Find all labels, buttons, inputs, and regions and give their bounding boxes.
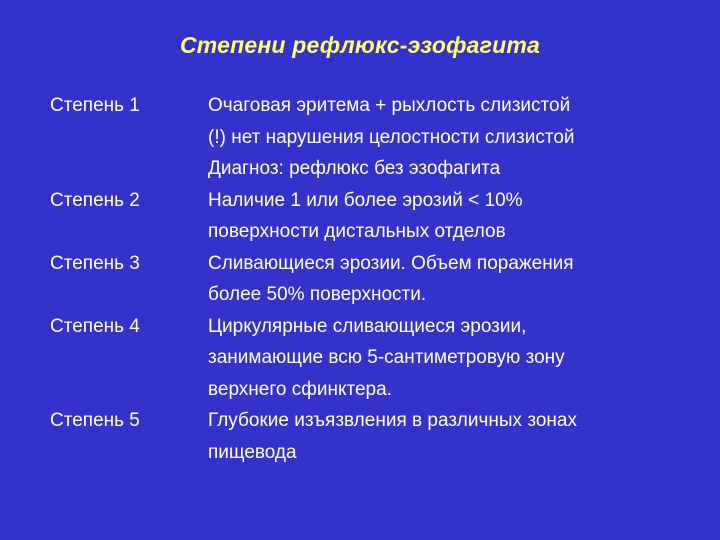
grade-description-line: занимающие всю 5-сантиметровую зону [208,347,565,368]
grade-description-line: Наличие 1 или более эрозий < 10% [208,189,523,211]
grade-description-line: (!) нет нарушения целостности слизистой [208,126,575,148]
grade-row-1 [50,90,710,185]
grade-description-line: пищевода [208,441,297,463]
grade-description-2 [208,185,710,248]
grade-label-2: Степень 2 [50,189,140,211]
grade-description-line: более 50% поверхности. [208,284,427,305]
grade-description-line: Глубокие изъязвления в различных зонах [208,410,577,431]
grade-description-1 [208,90,710,185]
slide-title: Степени рефлюкс-эзофагита [179,32,541,58]
grade-label-5: Степень 5 [50,410,140,431]
grade-row-2 [50,185,710,248]
grade-label-3: Степень 3 [50,252,140,274]
grades-table [50,90,710,468]
grade-description-line: Диагноз: рефлюкс без эзофагита [208,158,501,179]
grade-description-line: поверхности дистальных отделов [208,221,506,242]
grade-description-3 [208,248,710,311]
grade-row-5 [50,405,710,468]
grade-description-line: Циркулярные сливающиеся эрозии, [208,315,527,337]
grade-description-line: верхнего сфинктера. [208,378,392,400]
grade-description-line: Очаговая эритема + рыхлость слизистой [208,95,571,116]
grade-label-4: Степень 4 [50,315,140,337]
grade-label-1: Степень 1 [50,95,140,116]
grade-description-5 [208,405,710,468]
grade-row-3 [50,248,710,311]
grade-description-line: Сливающиеся эрозии. Объем поражения [208,252,574,274]
grade-row-4 [50,311,710,406]
grade-description-4 [208,311,710,406]
